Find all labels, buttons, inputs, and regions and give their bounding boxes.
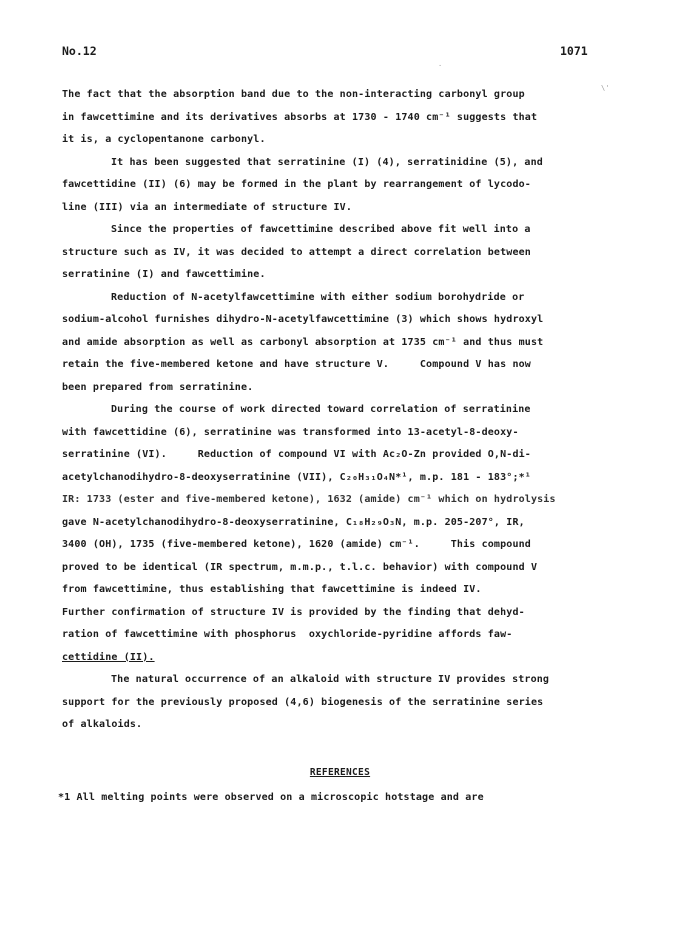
body-line: 3400 (OH), 1735 (five-membered ketone), 1620 (amide) cm⁻¹. This compound <box>62 539 531 550</box>
body-line: with fawcettidine (6), serratinine was transformed into 13-acetyl-8-deoxy- <box>62 426 519 438</box>
body-line: ration of fawcettimine with phosphorus oxychloride-pyridine affords faw- <box>62 629 513 640</box>
body-line: proved to be identical (IR spectrum, m.m.p., t.l.c. behavior) with compound V <box>62 561 538 573</box>
body-line: line (III) via an intermediate of structure IV. <box>62 201 353 213</box>
scan-speck: \' <box>601 84 610 92</box>
body-line-indented: It has been suggested that serratinine (I) (4), serratinidine (5), and <box>111 156 543 168</box>
journal-issue: No.12 <box>62 44 97 58</box>
body-line: and amide absorption as well as carbonyl absorption at 1735 cm⁻¹ and thus must <box>62 336 544 348</box>
body-line: serratinine (VI). Reduction of compound VI with Ac₂O-Zn provided O,N-di- <box>62 449 531 460</box>
references-heading: REFERENCES <box>309 767 371 778</box>
body-line: structure such as IV, it was decided to attempt a direct correlation between <box>62 246 531 258</box>
body-line: acetylchanodihydro-8-deoxyserratinine (VII), C₂₀H₃₁O₄N*¹, m.p. 181 - 183°;*¹ <box>62 471 531 483</box>
body-line-indented: The natural occurrence of an alkaloid with structure IV provides strong <box>111 674 550 685</box>
body-line: it is, a cyclopentanone carbonyl. <box>62 134 266 145</box>
page-number: 1071 <box>560 44 588 58</box>
body-line: fawcettidine (II) (6) may be formed in the plant by rearrangement of lycodo- <box>62 179 531 190</box>
body-line: retain the five-membered ketone and have structure V. Compound V has now <box>62 359 531 370</box>
footnote-1: *1 All melting points were observed on a microscopic hotstage and are <box>58 792 484 803</box>
body-line-indented: Since the properties of fawcettimine described above fit well into a <box>111 224 531 235</box>
body-line-indented: During the course of work directed toward correlation of serratinine <box>111 404 531 415</box>
body-line: IR: 1733 (ester and five-membered ketone), 1632 (amide) cm⁻¹ which on hydrolysis <box>62 494 556 505</box>
body-line: cettidine (II). <box>62 651 155 663</box>
body-line: from fawcettimine, thus establishing that fawcettimine is indeed IV. <box>62 584 482 595</box>
body-line: Further confirmation of structure IV is provided by the finding that dehyd- <box>62 606 525 618</box>
references-heading-wrap <box>0 767 680 778</box>
body-line: The fact that the absorption band due to the non-interacting carbonyl group <box>62 89 525 100</box>
body-line: in fawcettimine and its derivatives absorbs at 1730 - 1740 cm⁻¹ suggests that <box>62 111 538 123</box>
scan-speck-dot: . <box>438 60 443 68</box>
article-body <box>62 84 622 737</box>
body-line: support for the previously proposed (4,6) biogenesis of the serratinine series <box>62 696 544 708</box>
body-line-indented: Reduction of N-acetylfawcettimine with either sodium borohydride or <box>111 291 525 303</box>
body-line: serratinine (I) and fawcettimine. <box>62 269 266 280</box>
body-line: sodium-alcohol furnishes dihydro-N-acetylfawcettimine (3) which shows hydroxyl <box>62 314 544 325</box>
body-line: been prepared from serratinine. <box>62 381 254 393</box>
body-line: of alkaloids. <box>62 719 143 730</box>
body-line: gave N-acetylchanodihydro-8-deoxyserratinine, C₁₈H₂₉O₃N, m.p. 205-207°, IR, <box>62 516 525 528</box>
